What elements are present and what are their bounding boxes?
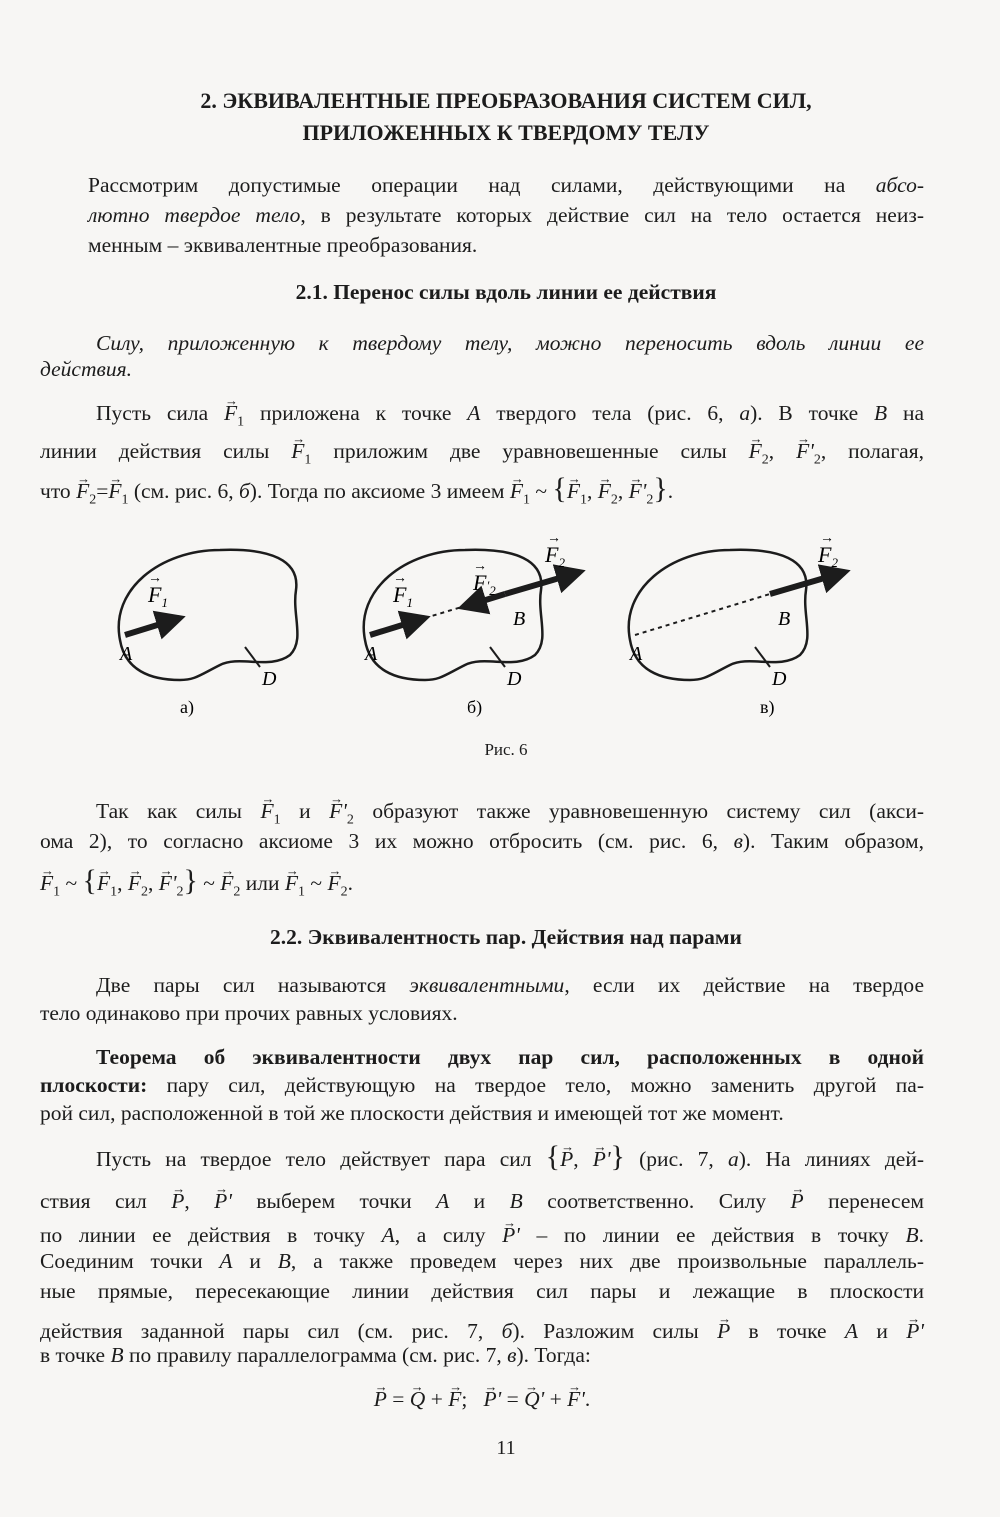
d-tick-c [755, 647, 770, 667]
body-outline-a [119, 550, 298, 680]
theorem-line-1: Теорема об эквивалентности двух пар сил, расположенных в одной [96, 1045, 924, 1069]
after-line-1: Так как силы → $F_1$ $и \to F'_2$ образуют также уравновешенную систему сил (акси- [96, 790, 924, 835]
p1-line-1: Пусть сила → $F_1$ приложена к точке A твердого тела (рис. 6, а). В точке B на [96, 392, 924, 437]
figure-6-caption: Рис. 6 [484, 740, 528, 759]
heading-line-2: ПРИЛОЖЕННЫХ К ТВЕРДОМУ ТЕЛУ [302, 120, 710, 145]
page-number: 11 [496, 1437, 516, 1459]
label-d-b: D [507, 668, 522, 690]
label-b-b: B [513, 608, 526, 630]
s22-p2-line-6: действия заданной пары сил (см. рис. 7, б). Разложим силы → P в точке A и → P' [40, 1310, 924, 1346]
vec-mark-f1-b: → [393, 571, 407, 586]
sublabel-c: в) [760, 697, 775, 717]
label-f2-c: $F_2$ [818, 542, 838, 570]
theorem-line-3: рой сил, расположенной в той же плоскости действия и имеющей тот же момент. [40, 1101, 784, 1125]
s22-p1-line-2: тело одинаково при прочих равных условиях. [40, 1001, 458, 1025]
s22-p2-line-5: ные прямые, пересекающие линии действия сил пары и лежащие в плоскости [40, 1279, 924, 1303]
force-f2prime-arrow-b [463, 594, 505, 607]
section-2-1-title: 2.1. Перенос силы вдоль линии ее действия [295, 280, 717, 304]
label-d-c: D [772, 668, 787, 690]
vec-mark-f2-b: → [547, 531, 561, 546]
label-d-a: D [262, 668, 277, 690]
s22-p2-line-2: ствия сил → P, → P' выберем точки A и B соответственно. Силу → P перенесем [40, 1180, 924, 1216]
s22-p1-line-1: Две пары сил называются эквивалентными, если их действие на твердое [96, 973, 924, 997]
section-2-2-title: 2.2. Эквивалентность пар. Действия над парами [270, 925, 742, 949]
vec-mark-f2-c: → [820, 531, 834, 546]
vec-mark-f2prime-b: → [473, 559, 487, 574]
sublabel-b: б) [467, 697, 483, 717]
label-f1-b: $F_1$ [393, 582, 413, 610]
d-tick-b [490, 647, 505, 667]
action-line-c [635, 594, 770, 635]
sublabel-a: а) [180, 697, 194, 717]
vec-mark-f1-a: → [148, 571, 162, 586]
label-f2-b: $F_2$ [545, 542, 565, 570]
intro-line-3: менным – эквивалентные преобразования. [88, 233, 478, 257]
final-equation: → P = → Q + → F; → P' = → Q' + → F'. [40, 1378, 924, 1414]
figure-6b [363, 531, 580, 718]
heading-line-1: 2. ЭКВИВАЛЕНТНЫЕ ПРЕОБРАЗОВАНИЯ СИСТЕМ СИЛ, [200, 88, 812, 113]
force-f1-arrow-b [370, 618, 425, 635]
force-f2-arrow-b [505, 572, 580, 594]
s22-p2-line-1: Пусть на твердое тело действует пара сил {→ P, → P'} (рис. 7, а). На линиях дей- [96, 1138, 924, 1174]
s22-p2-line-4: Соединим точки A и B, а также проведем через них две произвольные параллель- [40, 1249, 924, 1273]
s22-p2-line-3: по линии ее действия в точку A, а силу → P' – по линии ее действия в точку B. [40, 1214, 924, 1250]
after-line-3: → $F_1$ ~ {→ $F_1$, → $F_2$, → $F'_2$} ~ → $F_2$ или → $F_1$ ~ → $F_2$. [40, 862, 924, 907]
p1-line-3: что → $F_2=\to F_1$ (см. рис. 6, б). Тогда по аксиоме 3 имеем → $F_1$ ~ {→ $F_1$, → $F_2$, → $F'_2$}. [40, 470, 924, 515]
intro-line-2: лютно твердое тело, в результате которых действие сил на тело остается неиз- [88, 203, 925, 227]
figure-6a [118, 550, 297, 718]
label-b-c: B [778, 608, 791, 630]
d-tick-a [245, 647, 260, 667]
label-a-a: A [120, 643, 133, 665]
s22-p2-line-7: в точке B по правилу параллелограмма (см. рис. 7, в). Тогда: [40, 1343, 591, 1367]
figure-6 [100, 530, 900, 730]
label-f1-a: $F_1$ [148, 582, 168, 610]
figure-6c [628, 531, 845, 718]
label-f2prime-b: $F'_2$ [473, 570, 496, 598]
force-f2-arrow-c [770, 572, 845, 594]
force-f1-arrow-a [125, 618, 180, 635]
statement-line-1: Силу, приложенную к твердому телу, можно переносить вдоль линии ее [96, 331, 924, 355]
intro-line-1: Рассмотрим допустимые операции над силами, действующими на абсо- [88, 173, 924, 197]
theorem-line-2: плоскости: пару сил, действующую на твердое тело, можно заменить другой па- [40, 1073, 924, 1097]
label-a-b: A [365, 643, 378, 665]
label-a-c: A [630, 643, 643, 665]
statement-line-2: действия. [40, 357, 132, 381]
chapter-heading [88, 85, 924, 149]
after-line-2: ома 2), то согласно аксиоме 3 их можно отбросить (см. рис. 6, в). Таким образом, [40, 829, 924, 853]
p1-line-2: линии действия силы → $F_1$ приложим две уравновешенные силы → $F_2$, → $F'_2$, полагая, [40, 430, 924, 475]
